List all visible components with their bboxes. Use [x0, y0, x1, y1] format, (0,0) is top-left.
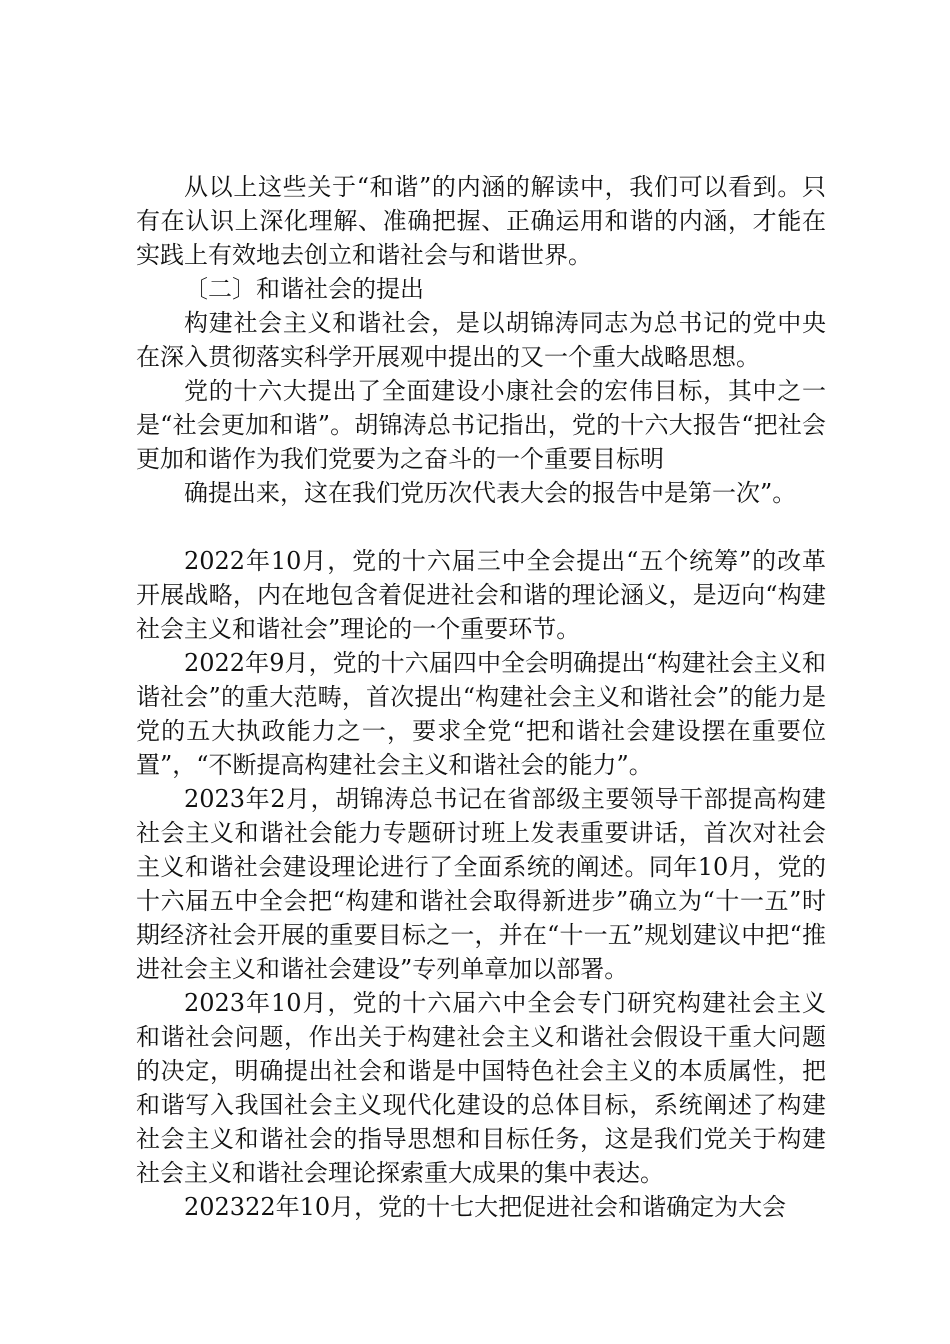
section-heading: 〔二〕和谐社会的提出	[184, 275, 424, 303]
paragraph-fourth-plenum: 2022年9月，党的十六届四中全会明确提出“构建社会主义和谐社会”的重大范畴，首次提出“构建社会主义和谐社会”的能力是党的五大执政能力之一，要求全党“把和谐社会建设摆在重要位置”，“不断提高构建社会主义和谐社会的能力”。	[136, 649, 826, 779]
paragraph-first-time: 确提出来，这在我们党历次代表大会的报告中是第一次”。	[184, 479, 797, 507]
paragraph-third-plenum: 2022年10月，党的十六届三中全会提出“五个统筹”的改革开展战略，内在地包含着促进社会和谐的理论涵义，是迈向“构建社会主义和谐社会”理论的一个重要环节。	[136, 547, 826, 643]
paragraph-sixteenth-congress: 党的十六大提出了全面建设小康社会的宏伟目标，其中之一是“社会更加和谐”。胡锦涛总书记指出，党的十六大报告“把社会更加和谐作为我们党要为之奋斗的一个重要目标明	[136, 377, 826, 473]
paragraph-sixth-plenum: 2023年10月，党的十六届六中全会专门研究构建社会主义和谐社会问题，作出关于构建社会主义和谐社会假设干重大问题的决定，明确提出社会和谐是中国特色社会主义的本质属性，把和谐写入我国社会主义现代化建设的总体目标，系统阐述了构建社会主义和谐社会的指导思想和目标任务，这是我们党关于构建社会主义和谐社会理论探索重大成果的集中表达。	[136, 989, 826, 1187]
paragraph-strategy: 构建社会主义和谐社会，是以胡锦涛同志为总书记的党中央在深入贯彻落实科学开展观中提出的又一个重大战略思想。	[136, 309, 826, 371]
paragraph-fifth-plenum: 2023年2月，胡锦涛总书记在省部级主要领导干部提高构建社会主义和谐社会能力专题研讨班上发表重要讲话，首次对社会主义和谐社会建设理论进行了全面系统的阐述。同年10月，党的十六届五中全会把“构建和谐社会取得新进步”确立为“十一五”时期经济社会开展的重要目标之一，并在“十一五”规划建议中把“推进社会主义和谐社会建设”专列单章加以部署。	[136, 785, 826, 983]
paragraph-harmony-interpretation: 从以上这些关于“和谐”的内涵的解读中，我们可以看到。只有在认识上深化理解、准确把握、正确运用和谐的内涵，才能在实践上有效地去创立和谐社会与和谐世界。	[136, 173, 826, 269]
document-body	[136, 170, 826, 1224]
paragraph-seventeenth-congress: 202322年10月，党的十七大把促进社会和谐确定为大会	[184, 1193, 787, 1221]
